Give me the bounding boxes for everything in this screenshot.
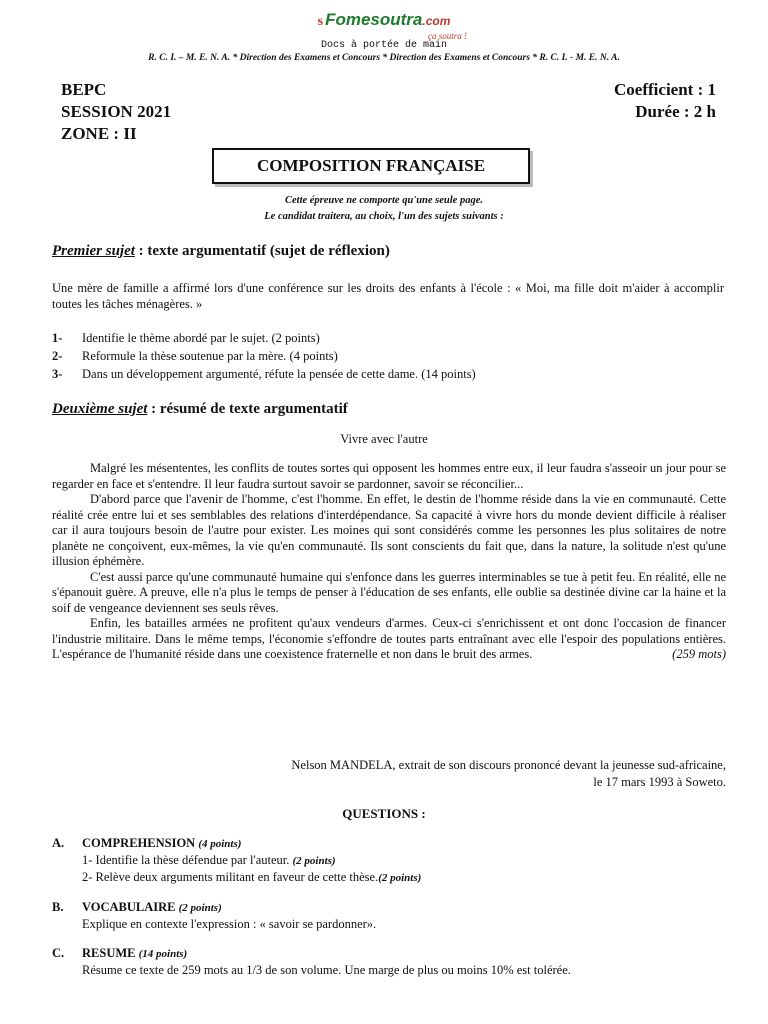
section-summary — [52, 945, 571, 978]
section-points: (4 points) — [198, 838, 242, 850]
section-points: (2 points) — [178, 902, 222, 914]
source-line-1: Nelson MANDELA, extrait de son discours prononcé devant la jeunesse sud-africaine, — [291, 758, 726, 772]
comprehension-item-1 — [52, 852, 421, 869]
text-paragraph-3: C'est aussi parce qu'une communauté humaine qui s'enfonce dans les guerres interminables se tue à petit feu. En réalité, elle ne s'épanouit guère. A preuve, elle n'a plus le temps de penser à l'éducation de ses enfants, elle oublie sa destinée divine car la haine et la soif de vengeance deviennent ses seuls rêves. — [52, 569, 726, 615]
section-title: RESUME — [82, 946, 136, 960]
exam-session: SESSION 2021 — [61, 102, 172, 121]
vocabulary-item: Explique en contexte l'expression : « savoir se pardonner». — [82, 917, 377, 931]
site-logo — [0, 10, 768, 30]
subject-1-question-2 — [52, 348, 338, 364]
question-number: 1- — [52, 331, 63, 345]
section-letter: A. — [52, 836, 65, 850]
subject-2-type: : résumé de texte argumentatif — [147, 401, 348, 417]
subject-2-heading — [52, 401, 348, 418]
exam-info-left — [61, 79, 171, 145]
page-title: COMPOSITION FRANÇAISE — [212, 148, 530, 184]
subject-1-prompt: Une mère de famille a affirmé lors d'une conférence sur les droits des enfants à l'école : « Moi, ma fille doit m'aider à accomplir toutes les tâches ménagères. » — [52, 281, 724, 311]
subject-1-question-1 — [52, 330, 320, 346]
subject-1-type: : texte argumentatif (sujet de réflexion) — [134, 243, 390, 259]
text-title: Vivre avec l'autre — [340, 432, 428, 446]
section-vocabulary — [52, 899, 376, 932]
text-paragraph-4-body: Enfin, les batailles armées ne profitent qu'aux vendeurs d'armes. Ceux-ci s'enrichissent et ont donc l'occasion de financer l'industrie militaire. Dans le même temps, l'économie s'effondre de toutes parts entraînant avec elle l'espoir des populations entières. L'espérance de l'humanité réside dans une coexistence fraternelle et non dans le bruit des armes. — [52, 616, 726, 661]
instruction-line-1: Cette épreuve ne comporte qu'une seule page. — [284, 195, 483, 206]
text-paragraph-2: D'abord parce que l'avenir de l'homme, c'est l'homme. En effet, le destin de l'homme réside dans la vie en communauté. Cette réalité crée entre lui et ses semblables des relations d'interdépendance. Sa capacité à vivre hors du monde devient difficile à réaliser car il aura toujours besoin de l'autre pour exister. Les moines qui sont considérés comme les personnes les plus solitaires de notre planète ne conçoivent, eux-mêmes, la vie qu'en communauté. Ils sont conscients du fait que, dans la nature, la solitude n'est qu'une illusion éphémère. — [52, 492, 726, 568]
logo-tagline: ça soutra ! — [428, 31, 467, 41]
question-text: Reformule la thèse soutenue par la mère. (4 points) — [82, 349, 338, 363]
text-paragraph-1: Malgré les mésententes, les conflits de toutes sortes qui opposent les hommes entre eux, il leur faudra s'asseoir un jour pour se regarder en face et s'entendre. Il leur faudra surtout savoir se pardonner, savoir se réconcilier... — [52, 461, 726, 491]
exam-zone: ZONE : II — [61, 124, 137, 143]
section-title: COMPREHENSION — [82, 836, 196, 850]
subject-1-heading — [52, 243, 390, 260]
subject-1-label: Premier sujet — [52, 243, 135, 259]
item-points: (2 points) — [378, 872, 422, 884]
question-text: Dans un développement argumenté, réfute la pensée de cette dame. (14 points) — [82, 367, 476, 381]
exam-name: BEPC — [61, 80, 107, 99]
logo-wordmark — [325, 10, 450, 29]
text-paragraph-4 — [52, 616, 726, 663]
exam-duration: Durée : 2 h — [635, 102, 716, 121]
summary-item: Résume ce texte de 259 mots au 1/3 de son volume. Une marge de plus ou moins 10% est tolérée. — [82, 963, 571, 977]
item-points: (2 points) — [292, 855, 336, 867]
source-line-2: le 17 mars 1993 à Soweto. — [593, 775, 726, 789]
questions-heading: QUESTIONS : — [342, 806, 426, 821]
subject-1-question-3 — [52, 366, 476, 382]
exam-coefficient: Coefficient : 1 — [614, 80, 716, 99]
argumentative-text — [52, 461, 726, 663]
exam-info-right — [614, 79, 716, 123]
logo-domain: .com — [422, 14, 451, 28]
section-letter: C. — [52, 946, 65, 960]
item-text: 2- Relève deux arguments militant en faveur de cette thèse. — [82, 870, 379, 884]
logo-s-mark: s — [317, 14, 324, 29]
ministry-line: R. C. I. – M. E. N. A. * Direction des Examens et Concours * Direction des Examens et Concours * R. C. I. - M. E. N. A. — [148, 53, 620, 63]
section-title: VOCABULAIRE — [82, 900, 176, 914]
source-attribution — [291, 757, 726, 791]
logo-name: Fomesoutra — [325, 10, 423, 29]
section-comprehension — [52, 835, 421, 886]
comprehension-item-2 — [52, 869, 421, 886]
word-count: (259 mots) — [672, 647, 726, 661]
logo-subtitle: Docs à portée de main — [320, 40, 448, 51]
question-text: Identifie le thème abordé par le sujet. (2 points) — [82, 331, 320, 345]
section-points: (14 points) — [138, 948, 188, 960]
instruction-line-2: Le candidat traitera, au choix, l'un des sujets suivants : — [264, 211, 504, 222]
question-number: 2- — [52, 349, 63, 363]
question-number: 3- — [52, 367, 63, 381]
item-text: 1- Identifie la thèse défendue par l'auteur. — [82, 853, 290, 867]
section-letter: B. — [52, 900, 64, 914]
subject-2-label: Deuxième sujet — [52, 401, 148, 417]
